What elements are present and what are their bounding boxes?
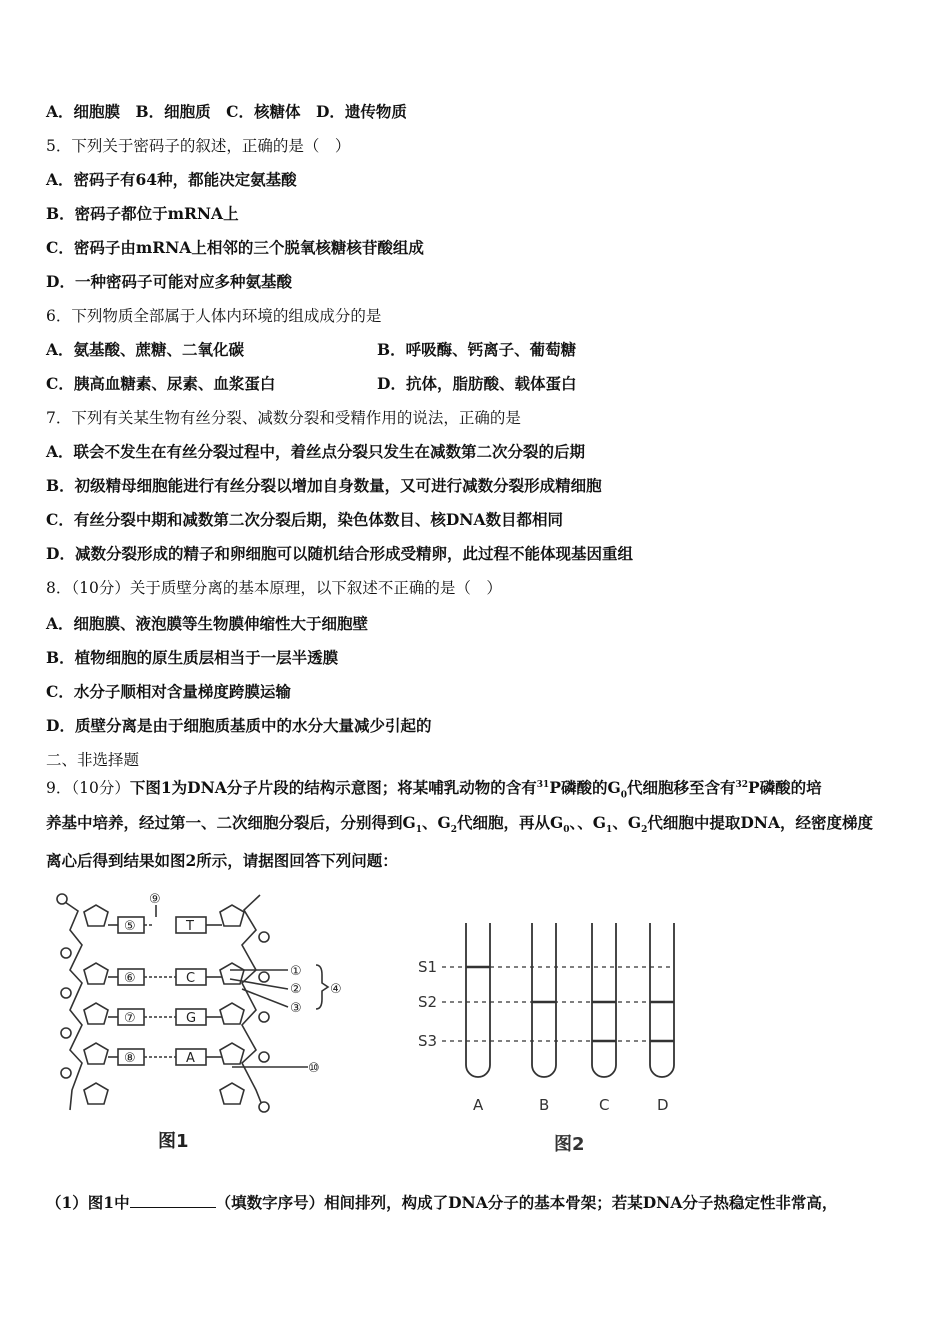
label-9: ⑨ xyxy=(149,892,161,907)
q7-option-a: A．联会不发生在有丝分裂过程中，着丝点分裂只发生在减数第二次分裂的后期 xyxy=(46,442,586,461)
band-s1: S1 xyxy=(418,958,438,976)
q8-stem: 8．（10分）关于质壁分离的基本原理，以下叙述不正确的是（ ） xyxy=(46,579,502,597)
label-3: ③ xyxy=(290,1001,302,1016)
base-t: T xyxy=(186,919,194,934)
q7-stem: 7．下列有关某生物有丝分裂、减数分裂和受精作用的说法，正确的是 xyxy=(46,409,521,427)
base-c: C xyxy=(186,971,196,986)
q4-options: A．细胞膜 B．细胞质 C．核糖体 D．遗传物质 xyxy=(46,102,407,121)
tube-b-label: B xyxy=(539,1096,550,1114)
q9-line-3: 离心后得到结果如图2所示，请据图回答下列问题： xyxy=(46,851,398,870)
base-a: A xyxy=(186,1051,195,1066)
band-s2: S2 xyxy=(418,993,438,1011)
section-heading: 二、非选择题 xyxy=(46,751,140,769)
q8-option-b: B．植物细胞的原生质层相当于一层半透膜 xyxy=(46,648,339,667)
label-7: ⑦ xyxy=(124,1011,136,1026)
q8-option-a: A．细胞膜、液泡膜等生物膜伸缩性大于细胞壁 xyxy=(46,614,369,633)
q9-line-1: 9．（10分）下图1为DNA分子片段的结构示意图；将某哺乳动物的含有$^{31}$P磷酸的$G_0$代细胞移至含有$^{32}$P磷酸的培 xyxy=(46,778,822,801)
label-4: ④ xyxy=(330,982,342,997)
tube-a-label: A xyxy=(473,1096,484,1114)
label-10: ⑩ xyxy=(308,1061,320,1076)
q5-stem: 5．下列关于密码子的叙述，正确的是（ ） xyxy=(46,137,351,155)
q8-option-c: C．水分子顺相对含量梯度跨膜运输 xyxy=(46,682,291,701)
q6-option-c: C．胰高血糖素、尿素、血浆蛋白 xyxy=(46,374,276,393)
q8-option-d: D．质壁分离是由于细胞质基质中的水分大量减少引起的 xyxy=(46,716,432,735)
label-6: ⑥ xyxy=(124,971,136,986)
q7-option-b: B．初级精母细胞能进行有丝分裂以增加自身数量，又可进行减数分裂形成精细胞 xyxy=(46,476,602,495)
base-g: G xyxy=(186,1011,197,1026)
figure-1-dna-diagram xyxy=(50,885,360,1165)
label-5: ⑤ xyxy=(124,919,136,934)
q6-option-b: B．呼吸酶、钙离子、葡萄糖 xyxy=(377,340,577,359)
q5-option-a: A．密码子有64种，都能决定氨基酸 xyxy=(46,170,297,189)
q6-option-a: A．氨基酸、蔗糖、二氧化碳 xyxy=(46,340,245,359)
tube-d-label: D xyxy=(657,1096,669,1114)
answer-blank[interactable] xyxy=(130,1193,216,1208)
q6-stem: 6．下列物质全部属于人体内环境的组成成分的是 xyxy=(46,307,382,325)
q9-subquestion-1: （1）图1中 （填数字序号）相间排列，构成了DNA分子的基本骨架；若某DNA分子热稳定性非常高， xyxy=(46,1193,838,1212)
label-8: ⑧ xyxy=(124,1051,136,1066)
q5-option-b: B．密码子都位于mRNA上 xyxy=(46,204,239,223)
label-2: ② xyxy=(290,982,302,997)
q7-option-d: D．减数分裂形成的精子和卵细胞可以随机结合形成受精卵，此过程不能体现基因重组 xyxy=(46,544,633,563)
q5-option-c: C．密码子由mRNA上相邻的三个脱氧核糖核苷酸组成 xyxy=(46,238,424,257)
q9-number: 9．（10分） xyxy=(46,779,130,798)
q5-option-d: D．一种密码子可能对应多种氨基酸 xyxy=(46,272,292,291)
q6-option-d: D．抗体，脂肪酸、载体蛋白 xyxy=(377,374,577,393)
q7-option-c: C．有丝分裂中期和减数第二次分裂后期，染色体数目、核DNA数目都相同 xyxy=(46,510,563,529)
label-1: ① xyxy=(290,964,302,979)
tube-c-label: C xyxy=(599,1096,610,1114)
figure-1-caption: 图1 xyxy=(158,1131,189,1152)
band-s3: S3 xyxy=(418,1032,438,1050)
figure-2-caption: 图2 xyxy=(554,1134,585,1155)
figure-2-centrifuge-tubes xyxy=(410,915,710,1160)
q9-line-2: 养基中培养，经过第一、二次细胞分裂后，分别得到$G_1$、$G_2$代细胞，再从$G_0$、、$G_1$、$G_2$代细胞中提取DNA，经密度梯度 xyxy=(46,813,873,836)
